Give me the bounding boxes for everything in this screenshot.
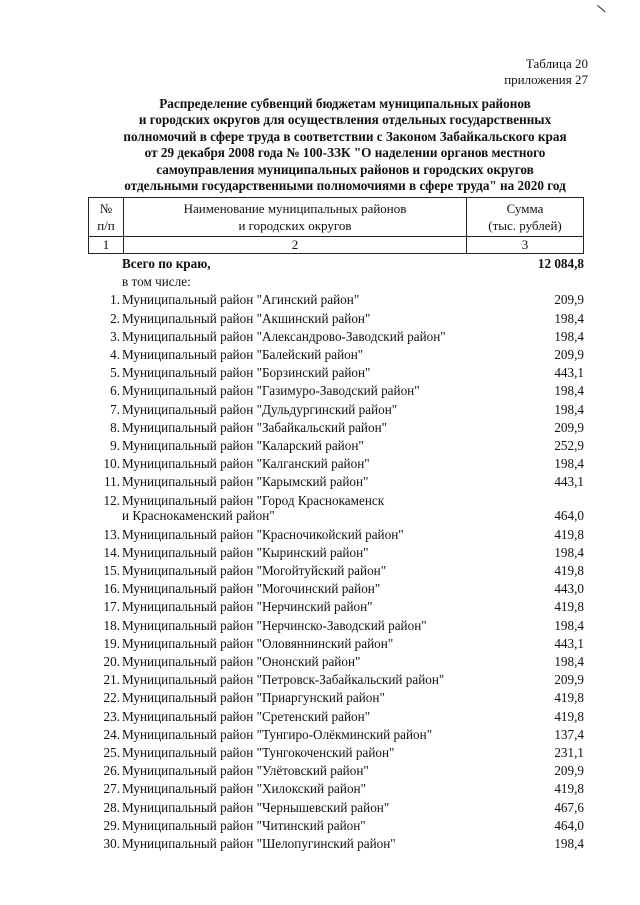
row-number: 23.	[103, 708, 120, 724]
row-number: 2.	[110, 310, 120, 326]
amount: 419,8	[554, 526, 584, 542]
row-number: 16.	[103, 581, 120, 597]
row-number: 6.	[110, 383, 120, 399]
table-number: Таблица 20	[525, 56, 588, 71]
district-name: Муниципальный район "Читинский район"	[122, 817, 366, 833]
amount: 137,4	[554, 726, 584, 742]
district-name: Муниципальный район "Дульдургинский район"	[122, 401, 398, 417]
title-line: отдельными государственными полномочиями в сфере труда" на 2020 год	[124, 178, 566, 194]
amount: 198,4	[554, 328, 584, 344]
table-row	[88, 473, 588, 491]
table-row	[88, 726, 588, 744]
table-body	[88, 255, 588, 853]
header-name-column	[124, 198, 467, 236]
table-row	[88, 671, 588, 689]
row-number: 1.	[110, 292, 120, 308]
table-reference	[504, 56, 588, 88]
amount: 443,0	[554, 581, 584, 597]
amount: 443,1	[554, 635, 584, 651]
table-row	[88, 653, 588, 671]
row-number: 29.	[103, 817, 120, 833]
row-number: 13.	[103, 526, 120, 542]
district-name: Муниципальный район "Нерчинский район"	[122, 599, 373, 615]
district-name: Муниципальный район "Акшинский район"	[122, 310, 371, 326]
amount: 231,1	[554, 745, 584, 761]
row-number: 28.	[103, 799, 120, 815]
district-name: Муниципальный район "Газимуро-Заводский район"	[122, 383, 420, 399]
row-number: 5.	[110, 365, 120, 381]
header-name-label: Наименование муниципальных районов	[183, 201, 407, 216]
district-name: Муниципальный район "Борзинский район"	[122, 365, 371, 381]
amount: 443,1	[554, 474, 584, 490]
amount: 198,4	[554, 617, 584, 633]
header-amount-sublabel: (тыс. рублей)	[488, 218, 562, 233]
district-name: Муниципальный район "Калганский район"	[122, 456, 370, 472]
amount: 198,4	[554, 456, 584, 472]
district-name: Муниципальный район "Шелопугинский район"	[122, 836, 396, 852]
amount: 198,4	[554, 654, 584, 670]
table-row	[88, 780, 588, 798]
amount: 209,9	[554, 763, 584, 779]
amount: 209,9	[554, 672, 584, 688]
amount: 198,4	[554, 401, 584, 417]
title-line: Распределение субвенций бюджетам муниципальных районов	[159, 96, 531, 111]
table-header	[88, 197, 584, 237]
header-name-sublabel: и городских округов	[238, 218, 352, 233]
table-row	[88, 544, 588, 562]
district-name: Муниципальный район "Ононский район"	[122, 654, 361, 670]
district-name: Муниципальный район "Приаргунский район"	[122, 690, 385, 706]
row-number: 11.	[104, 474, 120, 490]
amount: 209,9	[554, 347, 584, 363]
district-name-line: и Краснокаменский район"	[122, 508, 275, 524]
amount: 419,8	[554, 563, 584, 579]
district-name: Муниципальный район "Нерчинско-Заводский район"	[122, 617, 427, 633]
title-line: полномочий в сфере труда в соответствии с Законом Забайкальского края	[123, 128, 567, 144]
row-number: 22.	[103, 690, 120, 706]
table-row	[88, 598, 588, 616]
row-number: 24.	[103, 726, 120, 742]
title-line: и городских округов для осуществления отдельных государственных	[138, 112, 552, 128]
appendix-number: приложения 27	[504, 72, 588, 87]
district-name	[122, 492, 502, 526]
row-number: 25.	[103, 745, 120, 761]
total-value: 12 084,8	[537, 256, 584, 271]
row-number: 3.	[110, 328, 120, 344]
amount: 467,6	[554, 799, 584, 815]
table-row	[88, 635, 588, 653]
table-row	[88, 708, 588, 726]
district-name: Муниципальный район "Агинский район"	[122, 292, 360, 308]
row-number: 10.	[103, 456, 120, 472]
row-number: 20.	[103, 654, 120, 670]
title-line: самоуправления муниципальных районов и городских округов	[156, 161, 534, 177]
district-name: Муниципальный район "Хилокский район"	[122, 781, 366, 797]
header-number-sublabel: п/п	[97, 218, 115, 233]
table-row	[88, 419, 588, 437]
row-number: 15.	[103, 563, 120, 579]
row-number: 27.	[103, 781, 120, 797]
corner-mark	[597, 5, 606, 13]
column-number: 1	[89, 237, 124, 253]
column-number-row	[88, 236, 584, 254]
district-name: Муниципальный район "Могойтуйский район"	[122, 563, 387, 579]
row-number: 9.	[110, 438, 120, 454]
district-name: Муниципальный район "Забайкальский район"	[122, 419, 388, 435]
row-number: 26.	[103, 763, 120, 779]
table-row	[88, 762, 588, 780]
table-row	[88, 817, 588, 835]
district-name: Муниципальный район "Каларский район"	[122, 438, 364, 454]
title-line: от 29 декабря 2008 года № 100-ЗЗК "О наделении органов местного	[144, 145, 546, 161]
row-number: 14.	[103, 544, 120, 560]
row-number: 21.	[103, 672, 120, 688]
amount: 443,1	[554, 365, 584, 381]
table-row	[88, 617, 588, 635]
table-row	[88, 328, 588, 346]
amount: 419,8	[554, 599, 584, 615]
district-name-line: Муниципальный район "Город Краснокаменск	[122, 492, 385, 508]
including-row	[88, 273, 588, 291]
table-row	[88, 580, 588, 598]
table-row	[88, 437, 588, 455]
district-name: Муниципальный район "Балейский район"	[122, 347, 364, 363]
table-row	[88, 310, 588, 328]
amount: 209,9	[554, 292, 584, 308]
amount: 198,4	[554, 544, 584, 560]
table-row	[88, 455, 588, 473]
header-number-label: №	[99, 201, 113, 216]
table-row	[88, 364, 588, 382]
amount: 198,4	[554, 383, 584, 399]
table-row	[88, 562, 588, 580]
district-name: Муниципальный район "Красночикойский район"	[122, 526, 404, 542]
table-row	[88, 799, 588, 817]
district-name: Муниципальный район "Чернышевский район"	[122, 799, 390, 815]
district-name: Муниципальный район "Оловяннинский район"	[122, 635, 394, 651]
amount: 209,9	[554, 419, 584, 435]
column-number: 3	[521, 237, 529, 252]
table-row	[88, 382, 588, 400]
amount: 464,0	[554, 817, 584, 833]
table-row	[88, 689, 588, 707]
header-amount-label: Сумма	[506, 201, 544, 216]
district-name: Муниципальный район "Тунгиро-Олёкминский район"	[122, 726, 433, 742]
district-name: Муниципальный район "Петровск-Забайкальский район"	[122, 672, 445, 688]
amount: 464,0	[554, 508, 584, 524]
table-row	[88, 526, 588, 544]
table-row	[88, 492, 588, 526]
total-row	[88, 255, 588, 273]
amount: 198,4	[554, 836, 584, 852]
row-number: 4.	[110, 347, 120, 363]
column-number: 2	[124, 237, 467, 253]
district-name: Муниципальный район "Улётовский район"	[122, 763, 369, 779]
row-number: 8.	[110, 419, 120, 435]
row-number: 7.	[110, 401, 120, 417]
amount: 419,8	[554, 781, 584, 797]
district-name: Муниципальный район "Карымский район"	[122, 474, 369, 490]
table-row	[88, 346, 588, 364]
including-label: в том числе:	[122, 274, 191, 290]
header-number-column	[89, 198, 124, 236]
table-row	[88, 401, 588, 419]
row-number: 12.	[103, 492, 120, 508]
document-title	[90, 96, 600, 194]
total-label: Всего по краю,	[122, 256, 211, 271]
header-amount-column	[467, 198, 583, 236]
district-name: Муниципальный район "Сретенский район"	[122, 708, 371, 724]
district-name: Муниципальный район "Тунгокоченский район"	[122, 745, 395, 761]
table-row	[88, 744, 588, 762]
amount: 198,4	[554, 310, 584, 326]
district-name: Муниципальный район "Александрово-Заводский район"	[122, 328, 446, 344]
district-name: Муниципальный район "Могочинский район"	[122, 581, 381, 597]
amount: 419,8	[554, 690, 584, 706]
row-number: 30.	[103, 836, 120, 852]
district-name: Муниципальный район "Кыринский район"	[122, 544, 369, 560]
row-number: 19.	[103, 635, 120, 651]
amount: 252,9	[554, 438, 584, 454]
table-row	[88, 835, 588, 853]
amount: 419,8	[554, 708, 584, 724]
row-number: 17.	[103, 599, 120, 615]
table-row	[88, 291, 588, 309]
row-number: 18.	[103, 617, 120, 633]
